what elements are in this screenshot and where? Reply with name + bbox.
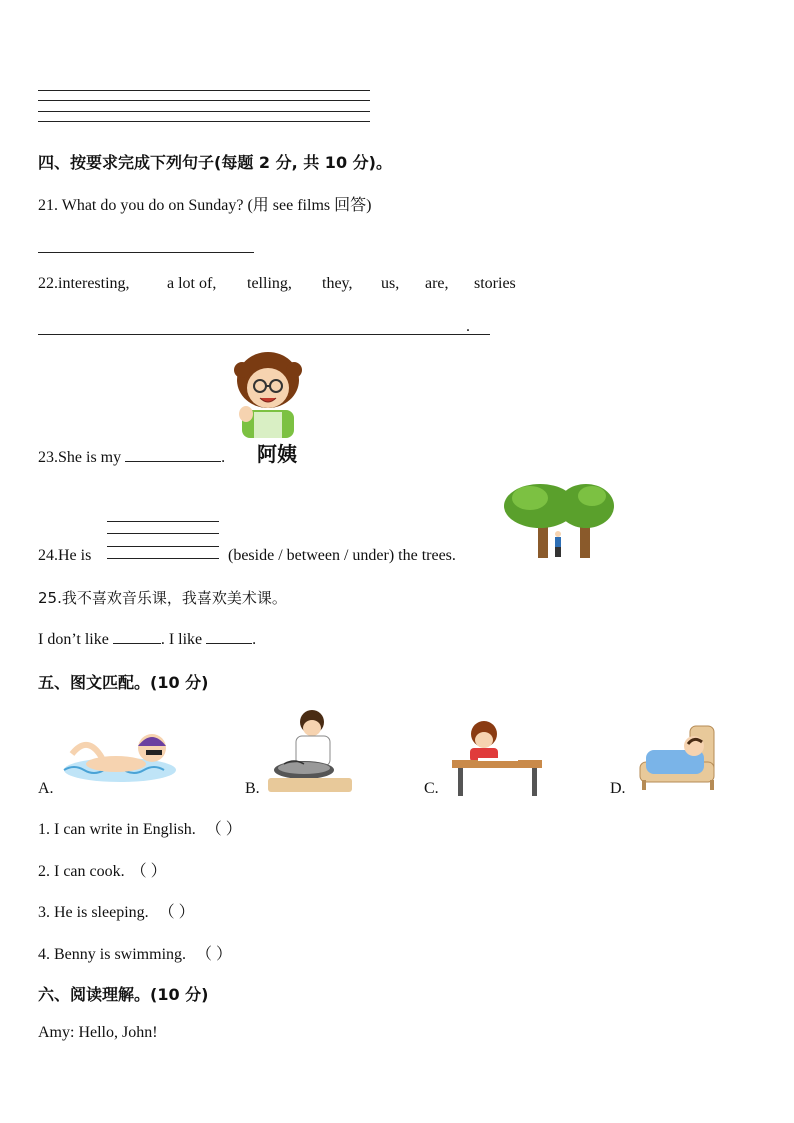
match-item-1 (38, 816, 242, 839)
word-they: they, (322, 275, 353, 292)
option-label-a: A. (38, 780, 54, 797)
word-are: are, (425, 275, 449, 292)
word-a-lot-of: a lot of, (167, 275, 217, 292)
question-25-part-c: . (252, 631, 257, 648)
answer-blank-25a[interactable] (113, 629, 161, 644)
question-25-part-a: I don’t like (38, 631, 109, 648)
period-22: . (466, 318, 470, 335)
option-line (107, 521, 219, 522)
match-item-2-text: 2. I can cook. (38, 863, 125, 880)
question-25: 25.我不喜欢音乐课，我喜欢美术课。 (38, 589, 287, 607)
reading-line-1: Amy: Hello, John! (38, 1024, 158, 1041)
match-item-4-text: 4. Benny is swimming. (38, 946, 187, 963)
section-4-heading: 四、按要求完成下列句子(每题 2 分, 共 10 分)。 (38, 153, 392, 172)
section-6-heading: 六、阅读理解。(10 分) (38, 985, 209, 1004)
option-line (107, 533, 219, 534)
match-item-2 (38, 858, 167, 881)
question-24-prefix: 24.He is (38, 547, 92, 564)
match-item-1-text: 1. I can write in English. (38, 821, 196, 838)
trees-illustration (500, 482, 616, 560)
writing-illustration (448, 714, 544, 798)
question-25-part-b: . I like (160, 631, 203, 648)
question-24-suffix: (beside / between / under) the trees. (228, 547, 456, 564)
answer-blank-23[interactable] (125, 447, 221, 462)
word-us: us, (381, 275, 400, 292)
question-21: 21. What do you do on Sunday? (用 see films 回答) (38, 197, 372, 214)
option-label-b: B. (245, 780, 260, 797)
swimming-illustration (62, 724, 178, 788)
word-stories: stories (474, 275, 516, 292)
question-23-prefix: 23.She is my (38, 449, 122, 466)
question-25-answer (38, 629, 256, 649)
question-23-suffix: . (221, 449, 226, 466)
aunt-caption: 阿姨 (257, 442, 297, 466)
answer-line (38, 111, 370, 112)
aunt-illustration (232, 350, 302, 440)
option-label-c: C. (424, 780, 439, 797)
cooking-illustration (264, 706, 356, 798)
answer-paren-4[interactable]: （ ） (196, 946, 233, 963)
sleeping-illustration (638, 722, 722, 794)
question-23 (38, 447, 225, 467)
answer-line (38, 121, 370, 122)
answer-paren-1[interactable]: （ ） (205, 821, 242, 838)
word-telling: telling, (247, 275, 292, 292)
answer-line (38, 100, 370, 101)
word-interesting: interesting, (58, 275, 130, 292)
answer-line-21 (38, 252, 254, 253)
answer-paren-2[interactable]: （ ） (130, 863, 167, 880)
match-item-4 (38, 941, 232, 964)
section-5-heading: 五、图文匹配。(10 分) (38, 673, 209, 692)
option-line (107, 558, 219, 559)
answer-line-22 (38, 334, 490, 335)
question-22-number: 22. (38, 275, 58, 292)
match-item-3-text: 3. He is sleeping. (38, 904, 149, 921)
answer-paren-3[interactable]: （ ） (158, 904, 195, 921)
answer-line (38, 90, 370, 91)
option-label-d: D. (610, 780, 626, 797)
answer-blank-25b[interactable] (206, 629, 252, 644)
match-item-3 (38, 899, 195, 922)
option-line (107, 546, 219, 547)
